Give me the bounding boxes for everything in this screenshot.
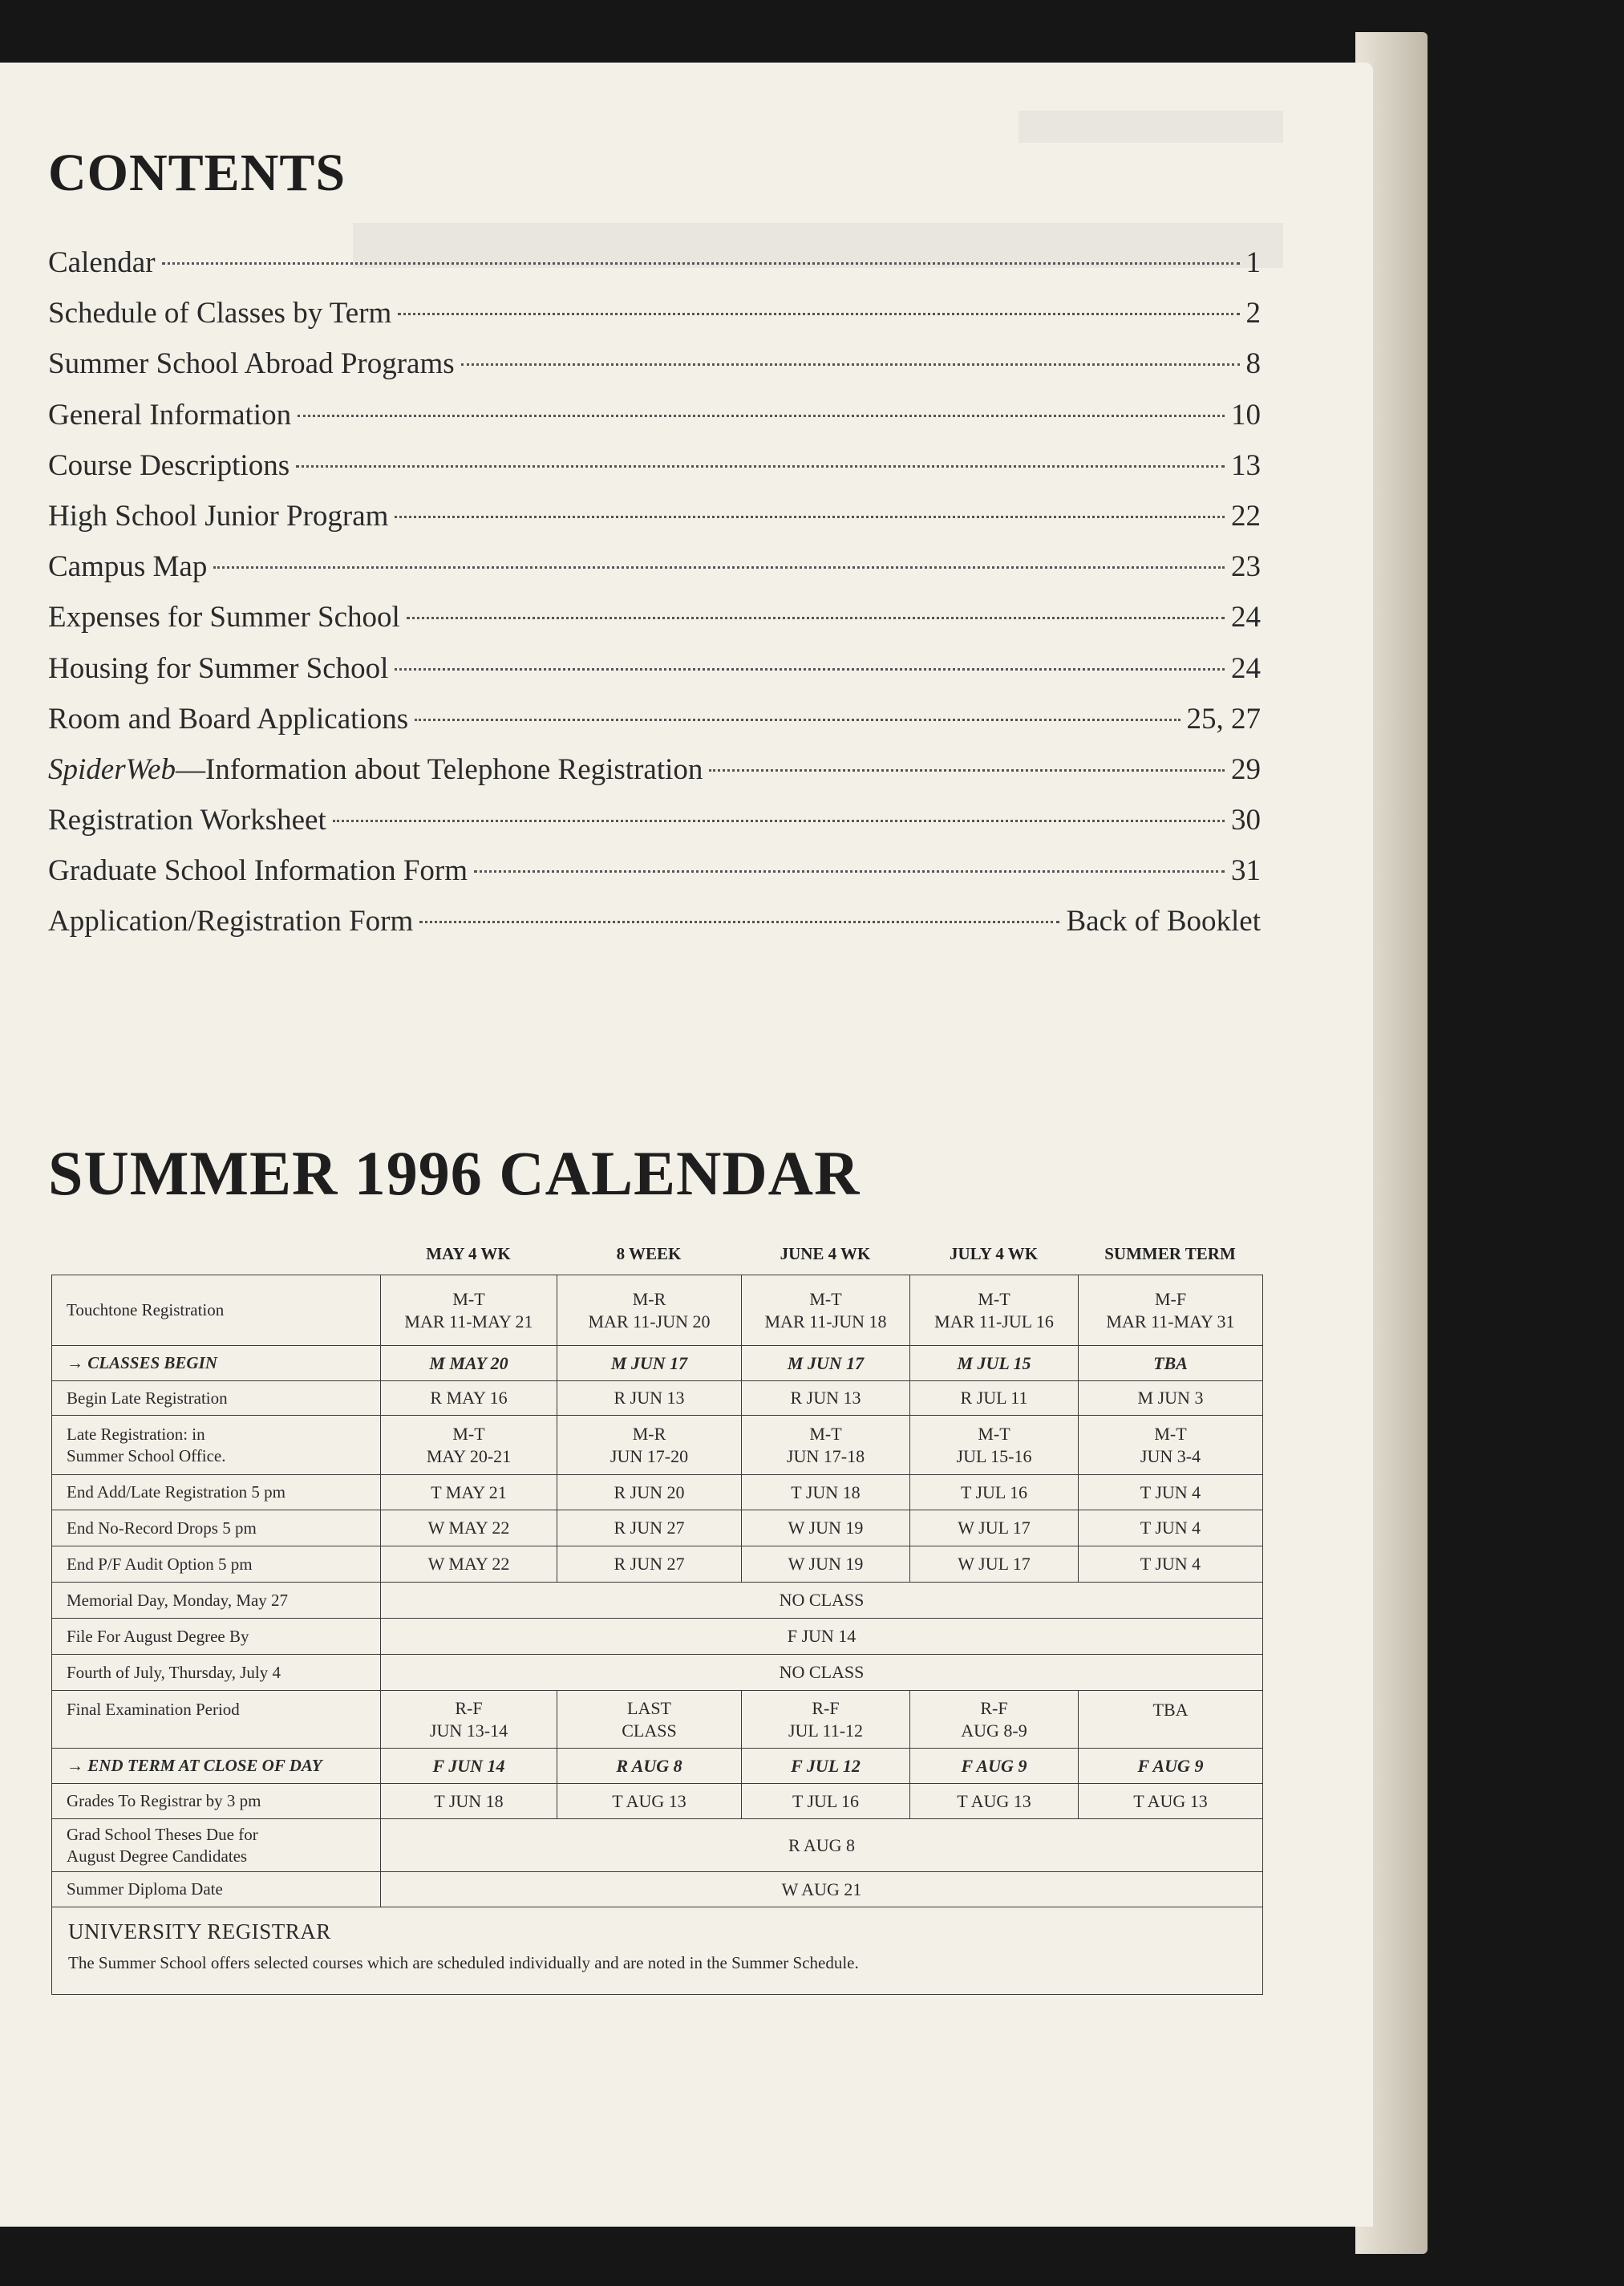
table-row: Summer Diploma Date W AUG 21	[52, 1872, 1263, 1907]
table-row: Grades To Registrar by 3 pm T JUN 18 T AUG 13 T JUL 16 T AUG 13 T AUG 13	[52, 1784, 1263, 1819]
toc-entry-expenses: Expenses for Summer School 24	[48, 601, 1261, 634]
toc-entry-campus-map: Campus Map 23	[48, 550, 1261, 584]
table-row: Late Registration: in Summer School Office. M-T MAY 20-21 M-R JUN 17-20 M-T JUN 17-18 M-T JUL 15-16 M-T JUN 3-4	[52, 1416, 1263, 1475]
table-row: Memorial Day, Monday, May 27 NO CLASS	[52, 1583, 1263, 1619]
show-through-bleed	[1019, 111, 1283, 143]
calendar-table	[51, 1275, 1263, 1995]
table-row: Begin Late Registration R MAY 16 R JUN 13 R JUN 13 R JUL 11 M JUN 3	[52, 1381, 1263, 1416]
table-row: Final Examination Period R-F JUN 13-14 LAST CLASS R-F JUL 11-12 R-F AUG 8-9 TBA	[52, 1691, 1263, 1749]
toc-entry-schedule: Schedule of Classes by Term 2	[48, 297, 1261, 330]
calendar-title: SUMMER 1996 CALENDAR	[48, 1138, 861, 1208]
col-header-june: JUNE 4 WK	[780, 1244, 871, 1263]
toc-entry-calendar: Calendar 1	[48, 246, 1261, 279]
table-row: End P/F Audit Option 5 pm W MAY 22 R JUN 27 W JUN 19 W JUL 17 T JUN 4	[52, 1546, 1263, 1583]
col-header-may: MAY 4 WK	[426, 1244, 511, 1263]
toc-entry-housing: Housing for Summer School 24	[48, 651, 1261, 685]
table-row: End Add/Late Registration 5 pm T MAY 21 R JUN 20 T JUN 18 T JUL 16 T JUN 4	[52, 1475, 1263, 1510]
col-header-summer-term: SUMMER TERM	[1104, 1244, 1236, 1263]
col-header-8week: 8 WEEK	[616, 1244, 682, 1263]
toc-entry-application-form: Application/Registration Form Back of Booklet	[48, 905, 1261, 938]
registrar-note: The Summer School offers selected courses which are scheduled individually and are noted in the Summer Schedule.	[68, 1952, 859, 1972]
toc-entry-room-board: Room and Board Applications 25, 27	[48, 702, 1261, 736]
toc-entry-junior-program: High School Junior Program 22	[48, 499, 1261, 533]
toc-entry-spiderweb: SpiderWeb—Information about Telephone Registration 29	[48, 752, 1261, 786]
table-row: Grad School Theses Due for August Degree Candidates R AUG 8	[52, 1819, 1263, 1872]
col-header-july: JULY 4 WK	[949, 1244, 1039, 1263]
table-row: → END TERM AT CLOSE OF DAY F JUN 14 R AUG 8 F JUL 12 F AUG 9 F AUG 9	[52, 1749, 1263, 1784]
registrar-heading: UNIVERSITY REGISTRAR	[68, 1919, 331, 1944]
table-row: End No-Record Drops 5 pm W MAY 22 R JUN 27 W JUN 19 W JUL 17 T JUN 4	[52, 1510, 1263, 1546]
calendar-footer	[52, 1907, 1263, 1995]
contents-title: CONTENTS	[48, 144, 346, 202]
table-row: Touchtone Registration M-T MAR 11-MAY 21 M-R MAR 11-JUN 20 M-T MAR 11-JUN 18 M-T MAR 11-JUL 16 M-F MAR 11-MAY 31	[52, 1275, 1263, 1346]
table-row: → CLASSES BEGIN M MAY 20 M JUN 17 M JUN 17 M JUL 15 TBA	[52, 1346, 1263, 1381]
toc-entry-course-descriptions: Course Descriptions 13	[48, 448, 1261, 482]
toc-entry-worksheet: Registration Worksheet 30	[48, 804, 1261, 837]
calendar-column-headers	[0, 1244, 1283, 1268]
table-of-contents	[48, 245, 1261, 955]
table-row: File For August Degree By F JUN 14	[52, 1619, 1263, 1655]
toc-entry-abroad: Summer School Abroad Programs 8	[48, 347, 1261, 381]
booklet-page	[0, 63, 1373, 2227]
toc-entry-general-info: General Information 10	[48, 398, 1261, 432]
toc-entry-grad-form: Graduate School Information Form 31	[48, 854, 1261, 888]
table-row: Fourth of July, Thursday, July 4 NO CLASS	[52, 1655, 1263, 1691]
